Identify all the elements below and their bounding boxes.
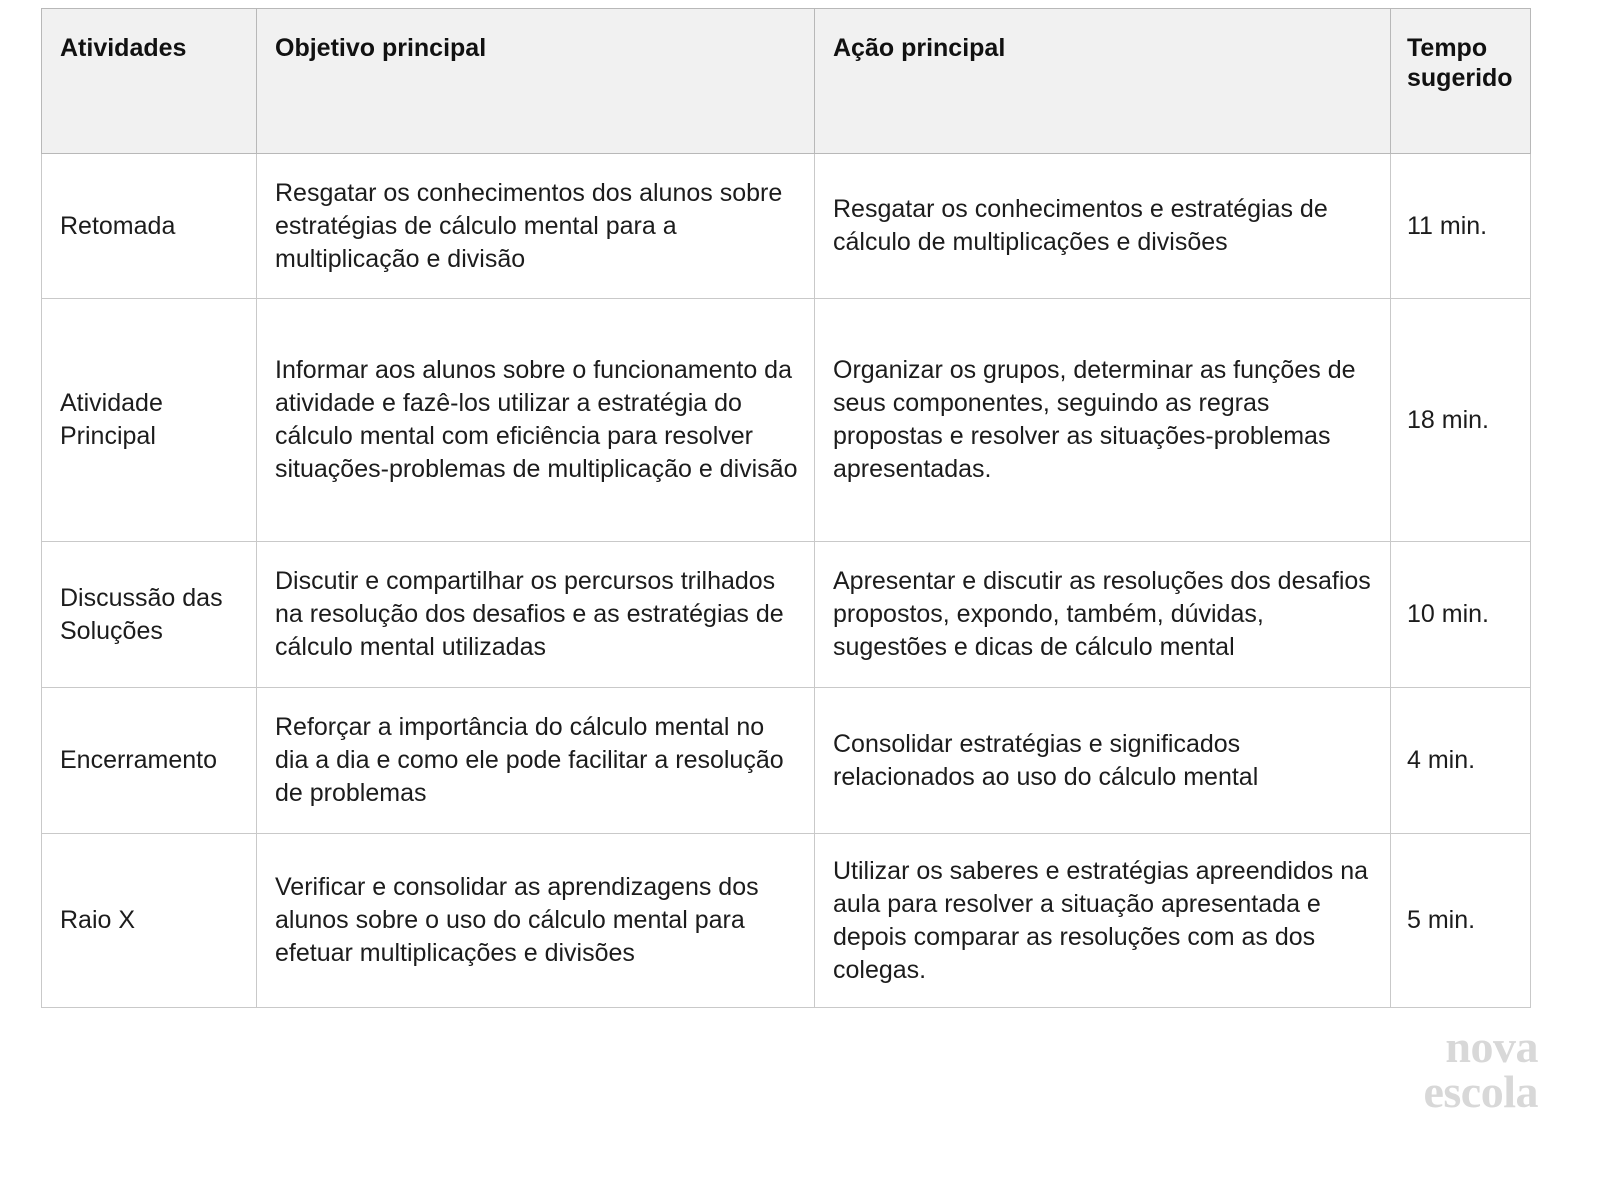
column-header-atividades: Atividades: [42, 9, 257, 154]
table-row: [42, 542, 1531, 688]
table-header: [42, 9, 1531, 154]
cell-tempo: 5 min.: [1391, 834, 1531, 1008]
cell-tempo: 10 min.: [1391, 542, 1531, 688]
cell-atividade: Atividade Principal: [42, 299, 257, 542]
cell-acao: Apresentar e discutir as resoluções dos desafios propostos, expondo, também, dúvidas, sugestões e dicas de cálculo mental: [815, 542, 1391, 688]
cell-atividade: Discussão das Soluções: [42, 542, 257, 688]
activity-plan-table: [41, 8, 1531, 1008]
table-body: [42, 154, 1531, 1008]
table-row: [42, 688, 1531, 834]
cell-objetivo: Informar aos alunos sobre o funcionamento da atividade e fazê-los utilizar a estratégia do cálculo mental com eficiência para resolver situações-problemas de multiplicação e divisão: [257, 299, 815, 542]
logo-line-nova: nova: [1445, 1021, 1538, 1072]
column-header-acao-principal: Ação principal: [815, 9, 1391, 154]
nova-escola-logo: [1358, 1021, 1538, 1117]
cell-atividade: Retomada: [42, 154, 257, 299]
table-header-row: [42, 9, 1531, 154]
cell-objetivo: Reforçar a importância do cálculo mental no dia a dia e como ele pode facilitar a resolução de problemas: [257, 688, 815, 834]
cell-tempo: 18 min.: [1391, 299, 1531, 542]
cell-tempo: 4 min.: [1391, 688, 1531, 834]
cell-acao: Consolidar estratégias e significados relacionados ao uso do cálculo mental: [815, 688, 1391, 834]
cell-objetivo: Discutir e compartilhar os percursos trilhados na resolução dos desafios e as estratégias de cálculo mental utilizadas: [257, 542, 815, 688]
table-row: [42, 299, 1531, 542]
column-header-tempo-sugerido: Tempo sugerido: [1391, 9, 1531, 154]
column-header-objetivo-principal: Objetivo principal: [257, 9, 815, 154]
activity-table-container: [41, 8, 1530, 1008]
cell-tempo: 11 min.: [1391, 154, 1531, 299]
cell-acao: Organizar os grupos, determinar as funções de seus componentes, seguindo as regras propostas e resolver as situações-problemas apresentadas.: [815, 299, 1391, 542]
cell-acao: Utilizar os saberes e estratégias apreendidos na aula para resolver a situação apresentada e depois comparar as resoluções com as dos colegas.: [815, 834, 1391, 1008]
cell-atividade: Raio X: [42, 834, 257, 1008]
table-row: [42, 834, 1531, 1008]
logo-line-escola: escola: [1423, 1065, 1538, 1117]
cell-atividade: Encerramento: [42, 688, 257, 834]
table-row: [42, 154, 1531, 299]
cell-acao: Resgatar os conhecimentos e estratégias de cálculo de multiplicações e divisões: [815, 154, 1391, 299]
cell-objetivo: Resgatar os conhecimentos dos alunos sobre estratégias de cálculo mental para a multiplicação e divisão: [257, 154, 815, 299]
cell-objetivo: Verificar e consolidar as aprendizagens dos alunos sobre o uso do cálculo mental para efetuar multiplicações e divisões: [257, 834, 815, 1008]
